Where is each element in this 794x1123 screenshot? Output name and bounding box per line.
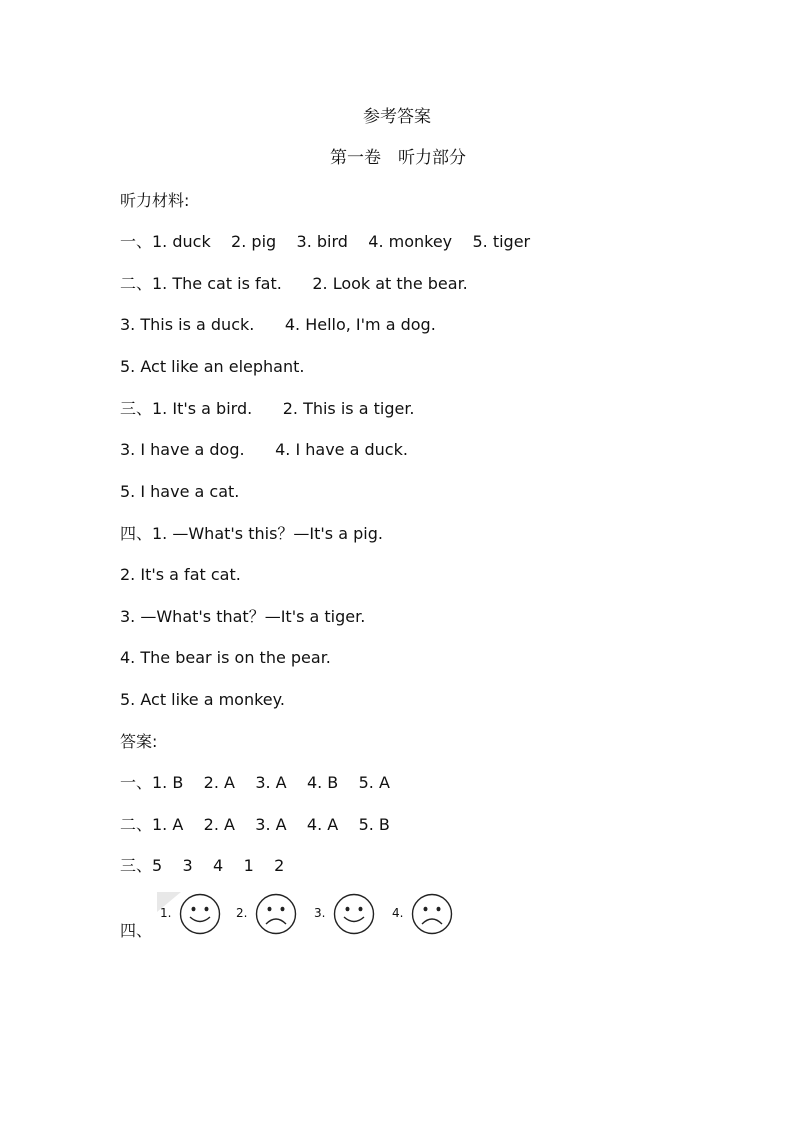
face-number: 3. — [314, 906, 326, 920]
listening-line: 5. Act like an elephant. — [120, 357, 305, 376]
listening-line: 三、1. It's a bird. 2. This is a tiger. — [120, 399, 415, 418]
listening-material-label: 听力材料: — [120, 191, 190, 210]
answer-line: 一、1. B 2. A 3. A 4. B 5. A — [120, 773, 390, 792]
section-subtitle: 第一卷 听力部分 — [330, 148, 466, 168]
listening-line: 4. The bear is on the pear. — [120, 648, 331, 667]
sad-face-icon — [410, 892, 454, 936]
face-number: 4. — [392, 906, 404, 920]
listening-line: 2. It's a fat cat. — [120, 565, 241, 584]
smiley-face-icon — [332, 892, 376, 936]
listening-line: 一、1. duck 2. pig 3. bird 4. monkey 5. tiger — [120, 232, 531, 251]
listening-line: 5. Act like a monkey. — [120, 690, 285, 709]
answers-label: 答案: — [120, 732, 158, 751]
answer-line: 三、5 3 4 1 2 — [120, 856, 285, 875]
smiley-face-icon — [178, 892, 222, 936]
face-number: 1. — [160, 906, 172, 920]
face-number: 2. — [236, 906, 248, 920]
sad-face-icon — [254, 892, 298, 936]
section4-prefix: 四、 — [120, 921, 153, 940]
listening-line: 5. I have a cat. — [120, 482, 240, 501]
listening-line: 3. —What's that？—It's a tiger. — [120, 607, 366, 626]
answer-line: 二、1. A 2. A 3. A 4. A 5. B — [120, 815, 390, 834]
listening-line: 四、1. —What's this？—It's a pig. — [120, 524, 383, 543]
listening-line: 3. This is a duck. 4. Hello, I'm a dog. — [120, 315, 436, 334]
face-answers — [120, 890, 480, 940]
listening-line: 二、1. The cat is fat. 2. Look at the bear. — [120, 274, 468, 293]
listening-line: 3. I have a dog. 4. I have a duck. — [120, 440, 408, 459]
page-title: 参考答案 — [363, 107, 431, 127]
